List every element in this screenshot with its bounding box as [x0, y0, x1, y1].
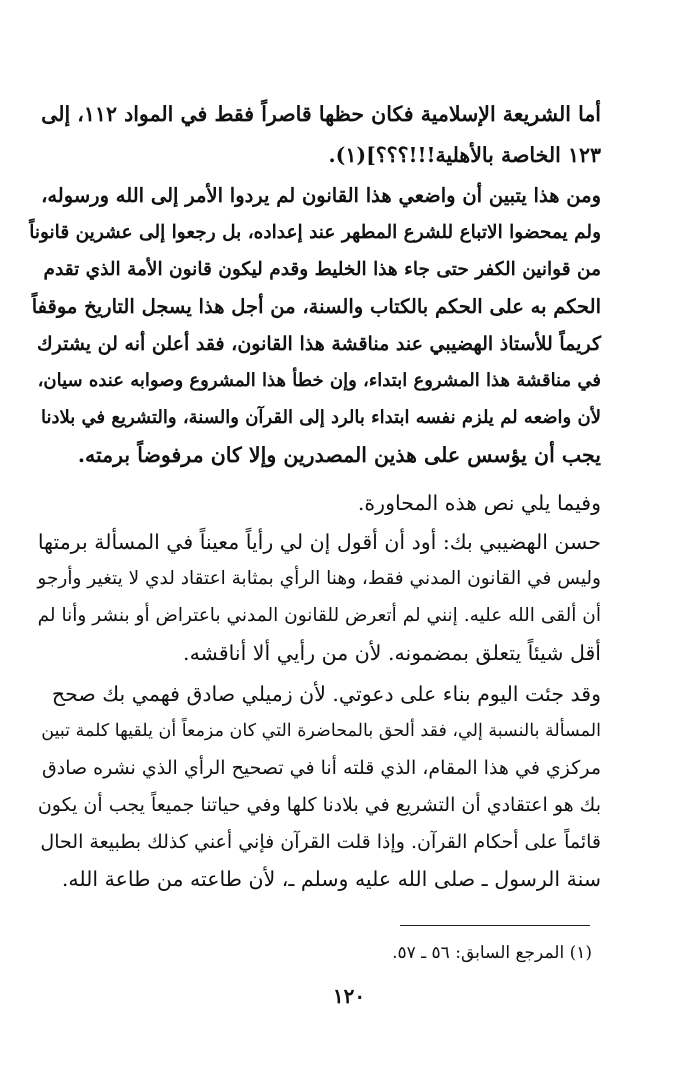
footnote: (١) المرجع السابق: ٥٦ ـ ٥٧.: [392, 943, 592, 963]
text-line: بك هو اعتقادي أن التشريع في بلادنا كلها وفي حياتنا جميعاً يجب أن يكون: [37, 794, 601, 816]
page-number: ١٢٠: [332, 984, 366, 1008]
text-line: حسن الهضيبي بك: أود أن أقول إن لي رأياً معيناً في المسألة برمتها: [37, 530, 601, 554]
text-line: مركزي في هذا المقام، الذي قلته أنا في تصحيح الرأي الذي نشره صادق: [42, 757, 601, 779]
text-line: وفيما يلي نص هذه المحاورة.: [357, 491, 601, 515]
text-line: في مناقشة هذا المشروع ابتداء، وإن خطأ هذا المشروع وصوابه عنده سيان،: [37, 370, 601, 391]
text-line: المسألة بالنسبة إلي، فقد ألحق بالمحاضرة التي كان مزمعاً أن يلقيها كلمة تبين: [41, 721, 601, 741]
text-line: قائماً على أحكام القرآن. وإذا قلت القرآن فإني أعني كذلك بطبيعة الحال: [40, 831, 601, 853]
footnote-separator: [400, 925, 590, 926]
text-line: وقد جئت اليوم بناء على دعوتي. لأن زميلي صادق فهمي بك صحح: [51, 682, 601, 706]
text-line: من قوانين الكفر حتى جاء هذا الخليط وقدم ليكون قانون الأمة الذي تقدم: [43, 259, 601, 280]
text-line: أقل شيئاً يتعلق بمضمونه. لأن من رأيي ألا أناقشه.: [183, 641, 601, 665]
text-line: لأن واضعه لم يلزم نفسه ابتداء بالرد إلى القرآن والسنة، والتشريع في بلادنا: [40, 407, 601, 428]
text-line: وليس في القانون المدني فقط، وهنا الرأي بمثابة اعتقاد لدي لا يتغير وأرجو: [37, 568, 601, 589]
text-line: ومن هذا يتبين أن واضعي هذا القانون لم يردوا الأمر إلى الله ورسوله،: [41, 184, 601, 207]
text-line: سنة الرسول ـ صلى الله عليه وسلم ـ، لأن طاعته من طاعة الله.: [61, 867, 601, 891]
text-line: ولم يمحضوا الاتباع للشرع المطهر عند إعداده، بل رجعوا إلى عشرين قانوناً: [29, 222, 601, 243]
text-line: أن ألقى الله عليه. إنني لم أتعرض للقانون المدني باعتراض أو بنشر وأنا لم: [37, 605, 601, 626]
text-line: كريماً للأستاذ الهضيبي عند مناقشة هذا القانون، فقد أعلن أنه لن يشترك: [36, 333, 601, 355]
text-line: الحكم به على الحكم بالكتاب والسنة، من أجل هذا يسجل التاريخ موقفاً: [31, 295, 601, 318]
text-line: أما الشريعة الإسلامية فكان حظها قاصراً فقط في المواد ١١٢، إلى: [41, 102, 601, 126]
text-line: ١٢٣ الخاصة بالأهلية!!!؟؟؟](١).: [328, 143, 601, 167]
text-line: يجب أن يؤسس على هذين المصدرين وإلا كان مرفوضاً برمته.: [77, 443, 601, 467]
